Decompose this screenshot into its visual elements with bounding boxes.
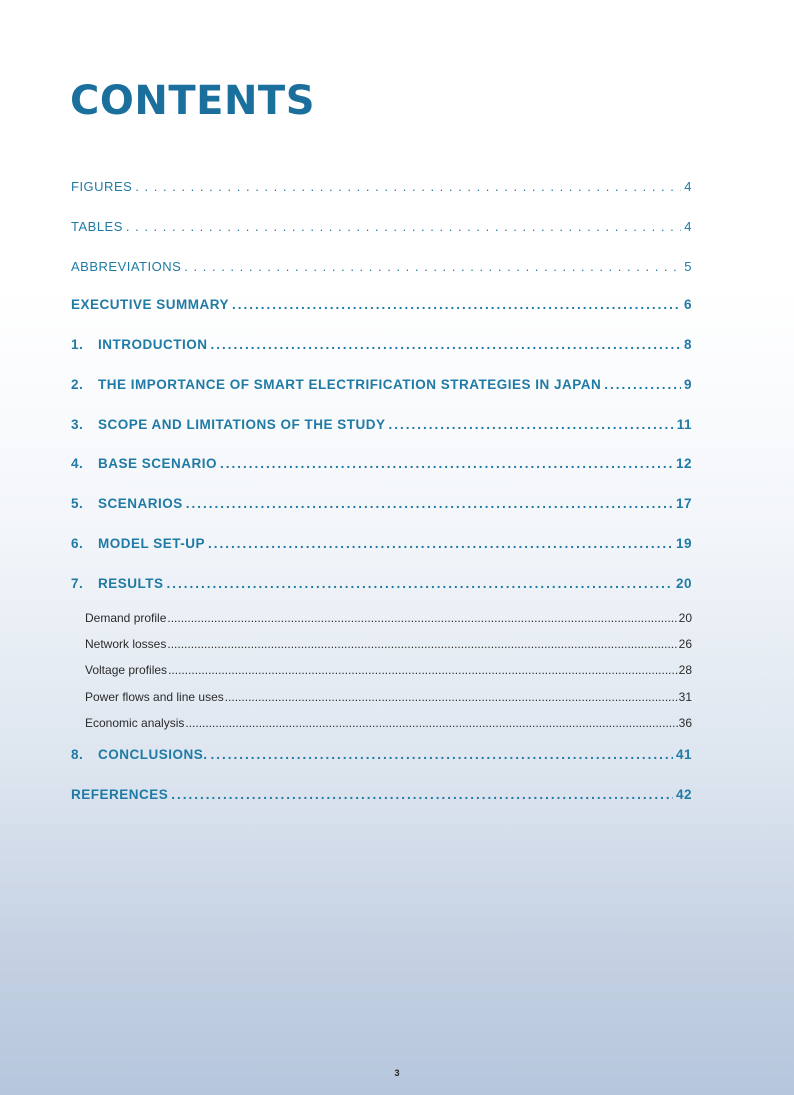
toc-entry-page: 6: [683, 297, 692, 312]
toc-entry-number: 6.: [71, 536, 84, 551]
toc-entry-page: 4: [684, 179, 692, 194]
toc-entry-page: 5: [684, 259, 692, 274]
toc-entry-label: FIGURES: [71, 179, 133, 194]
toc-entry-number: 2.: [71, 377, 84, 392]
toc-subentry-economic-analysis[interactable]: [85, 716, 692, 730]
dot-leader: [167, 576, 673, 591]
toc-entry-introduction[interactable]: [71, 337, 692, 352]
toc-entry-label: ABBREVIATIONS: [71, 259, 182, 274]
toc-entry-page: 36: [678, 716, 692, 730]
toc-entry-page: 20: [675, 576, 692, 591]
toc-entry-page: 11: [676, 417, 692, 432]
toc-entry-number: 7.: [71, 576, 84, 591]
toc-entry-page: 20: [678, 611, 692, 625]
dot-leader: [225, 690, 678, 704]
toc-entry-executive-summary[interactable]: [71, 297, 692, 312]
toc-entry-page: 31: [678, 690, 692, 704]
toc-entry-label: CONCLUSIONS.: [98, 747, 208, 762]
toc-entry-page: 9: [683, 377, 692, 392]
dot-leader: [211, 337, 681, 352]
toc-entry-number: 8.: [71, 747, 84, 762]
toc-entry-conclusions[interactable]: [71, 747, 692, 762]
toc-entry-number: 3.: [71, 417, 84, 432]
toc-entry-model-setup[interactable]: [71, 536, 692, 551]
dot-leader: [389, 417, 674, 432]
toc-entry-label: INTRODUCTION: [98, 337, 208, 352]
dot-leader: [220, 456, 673, 471]
toc-entry-page: 19: [675, 536, 692, 551]
toc-subentry-network-losses[interactable]: [85, 637, 692, 651]
toc-entry-number: 5.: [71, 496, 84, 511]
toc-entry-label: RESULTS: [98, 576, 164, 591]
dot-leader: [185, 716, 677, 730]
toc-entry-scenarios[interactable]: [71, 496, 692, 511]
toc-entry-page: 12: [675, 456, 692, 471]
toc-entry-page: 4: [684, 219, 692, 234]
toc-entry-base-scenario[interactable]: [71, 456, 692, 471]
toc-subentry-power-flows[interactable]: [85, 690, 692, 704]
dot-leader: [208, 536, 673, 551]
dot-leader: [167, 637, 677, 651]
toc-entry-abbreviations[interactable]: [71, 259, 692, 274]
toc-entry-label: Power flows and line uses: [85, 690, 224, 704]
toc-subentry-voltage-profiles[interactable]: [85, 663, 692, 677]
toc-entry-page: 17: [675, 496, 692, 511]
dot-leader: [167, 611, 677, 625]
toc-entry-label: EXECUTIVE SUMMARY: [71, 297, 230, 312]
toc-entry-label: Network losses: [85, 637, 167, 651]
toc-entry-results[interactable]: [71, 576, 692, 591]
page-number: 3: [394, 1068, 400, 1078]
toc-entry-label: MODEL SET-UP: [98, 536, 206, 551]
dot-leader: [186, 496, 673, 511]
toc-entry-page: 41: [675, 747, 692, 762]
toc-entry-page: 26: [678, 637, 692, 651]
toc-entry-importance[interactable]: [71, 377, 692, 392]
toc-entry-references[interactable]: [71, 787, 692, 802]
dot-leader: [232, 297, 681, 312]
dot-leader: [171, 787, 673, 802]
dot-leader: [211, 747, 673, 762]
toc-entry-scope[interactable]: [71, 417, 692, 432]
toc-entry-label: Demand profile: [85, 611, 167, 625]
toc-entry-label: TABLES: [71, 219, 123, 234]
page-title: CONTENTS: [70, 78, 316, 124]
dot-leader: [135, 179, 681, 194]
toc-entry-label: Voltage profiles: [85, 663, 168, 677]
toc-entry-tables[interactable]: [71, 219, 692, 234]
toc-entry-page: 28: [678, 663, 692, 677]
dot-leader: [168, 663, 678, 677]
toc-entry-label: Economic analysis: [85, 716, 185, 730]
toc-entry-number: 4.: [71, 456, 84, 471]
toc-entry-figures[interactable]: [71, 179, 692, 194]
toc-entry-number: 1.: [71, 337, 84, 352]
toc-entry-page: 8: [683, 337, 692, 352]
toc-subentry-demand-profile[interactable]: [85, 611, 692, 625]
toc-entry-page: 42: [675, 787, 692, 802]
toc-entry-label: BASE SCENARIO: [98, 456, 218, 471]
toc-entry-label: REFERENCES: [71, 787, 169, 802]
toc-entry-label: SCENARIOS: [98, 496, 183, 511]
toc-entry-label: SCOPE AND LIMITATIONS OF THE STUDY: [98, 417, 386, 432]
dot-leader: [126, 219, 681, 234]
dot-leader: [604, 377, 681, 392]
dot-leader: [184, 259, 681, 274]
toc-entry-label: THE IMPORTANCE OF SMART ELECTRIFICATION STRATEGIES IN JAPAN: [98, 377, 602, 392]
